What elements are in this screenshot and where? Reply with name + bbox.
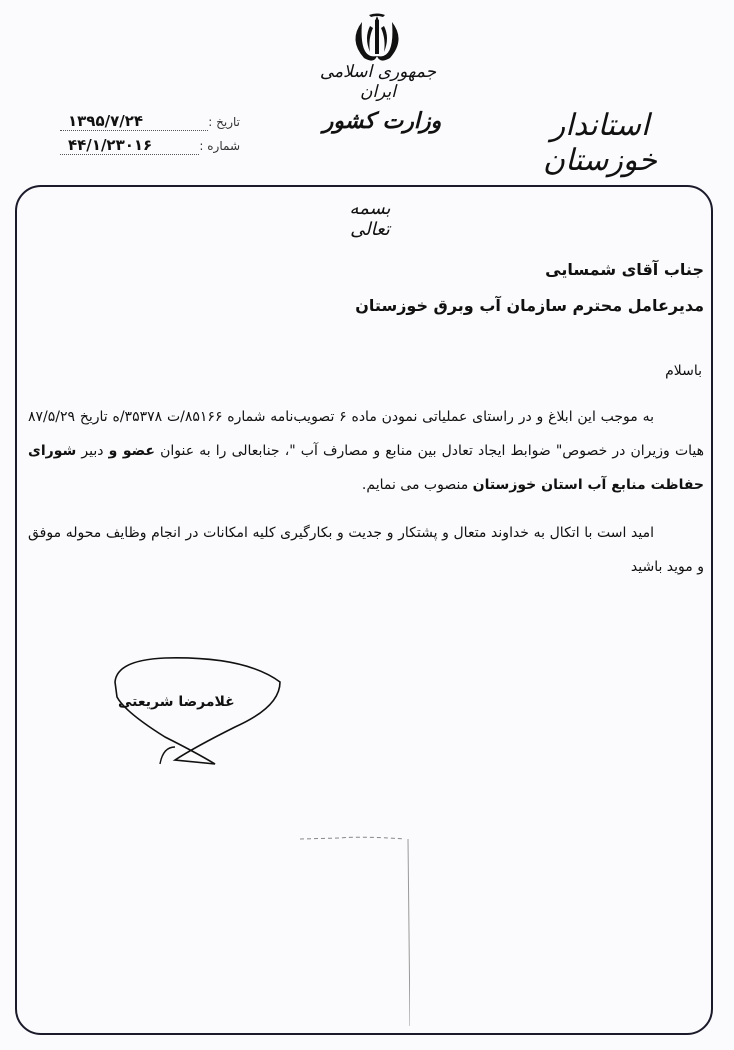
signer-name: غلامرضا شریعتی <box>118 694 235 710</box>
body-paragraph-1 <box>28 400 704 502</box>
para1-text-e: منصوب می نمایم. <box>361 477 473 493</box>
number-row <box>60 136 240 160</box>
recipient-title: مدیرعامل محترم سازمان آب وبرق خوزستان <box>355 296 704 315</box>
para1-bold-member: عضو و <box>108 443 155 459</box>
iran-emblem-icon <box>348 10 406 66</box>
recipient-name: جناب آقای شمسایی <box>545 260 704 279</box>
number-value: ۴۴/۱/۲۳۰۱۶ <box>60 136 199 155</box>
ministry-name: وزارت کشور <box>322 108 442 134</box>
date-row <box>60 112 240 136</box>
republic-name: جمهوری اسلامی ایران <box>319 62 437 102</box>
greeting: باسلام <box>665 363 702 379</box>
para1-text-a: به موجب این ابلاغ و در راستای عملیاتی نمودن ماده ۶ تصویب‌نامه شماره ۸۵۱۶۶/ت ۳۵۳۷۸/ه تاریخ ۸۷/۵/۲۹ هیات وزیران در خصوص" ضوابط ایجاد تعادل بین منابع و مصارف آب "، جنابعالی را به عنوان <box>28 409 705 459</box>
date-label: تاریخ : <box>208 115 240 129</box>
office-title: استاندار خوزستان <box>543 108 657 178</box>
bismillah: بسمه تعالی <box>349 198 391 240</box>
para1-bold-council: شورای حفاظت منابع آب استان خوزستان <box>28 443 704 493</box>
body-paragraph-2: امید است با اتکال به خداوند متعال و پشتکار و جدیت و بکارگیری کلیه امکانات در انجام وظایف محوله موفق و موید باشید <box>28 525 704 575</box>
number-label: شماره : <box>199 139 240 153</box>
stamp-outline <box>300 836 410 1026</box>
para1-text-c: دبیر <box>76 443 109 459</box>
letter-meta <box>60 112 240 160</box>
date-value: ۱۳۹۵/۷/۲۴ <box>60 112 208 131</box>
